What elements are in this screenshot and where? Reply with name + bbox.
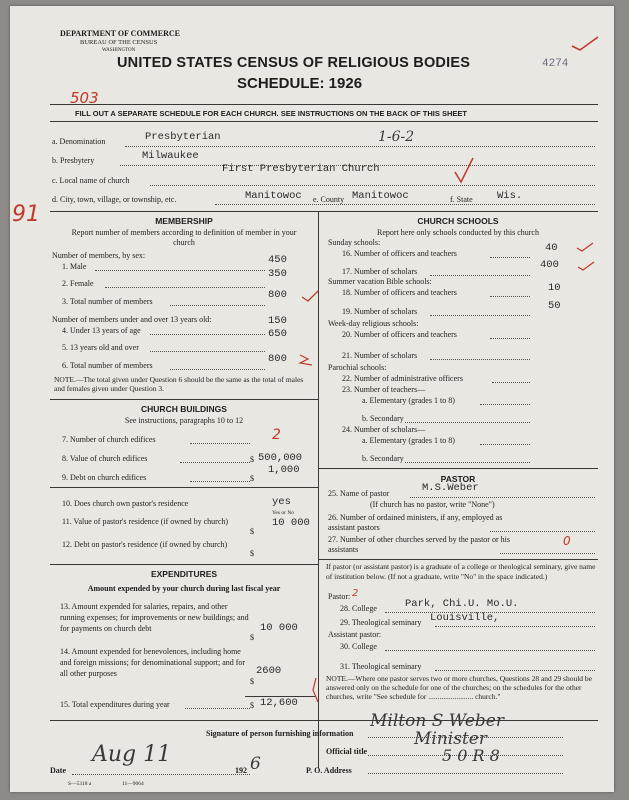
- signature-value: Milton S Weber: [370, 711, 504, 731]
- membership-intro: Report number of members according to definition of member in your church: [71, 228, 297, 247]
- members-by-age-label: Number of members under and over 13 years old:: [52, 315, 212, 324]
- q3-label: 3. Total number of members: [62, 297, 153, 306]
- presbytery-value: Milwaukee: [142, 150, 199, 162]
- q9-label: 9. Debt on church edifices: [62, 473, 147, 482]
- census-schedule-page: DEPARTMENT OF COMMERCE BUREAU OF THE CENSUS WASHINGTON UNITED STATES CENSUS OF RELIGIOUS BODIES SCHEDULE: 1926 4274 503 FILL OUT A SEPARATE SCHEDULE FOR EACH CHURCH. SEE INSTRUCTIONS ON THE BACK OF THIS SHEET a. Denomination Presbyterian 1-6-2 b. Presbytery Milwaukee c. Local name of church First Presbyterian Church d. City, town, village, or township, etc. Manitowoc e. County Manitowoc f. State Wis. 91 MEMBERSHIP Report number of members according to definition of member in your church Number of members, by sex: 1. Male 450 2. Female 350 3. Total number of members 800 Number of members under and over 13 years old: 4. Under 13 years of age 150 5. 13 years old and over 650 6. Total number of members 800 NOTE.—The total given under Question 6 should be the same as the total of males and females given under Question 3. CHURCH BUILDINGS See instructions, paragraphs 10 to 12 7. Number of church edifices 2 8. Value of church edifices $ 500,000 9. Debt on church edifices $ 1,000 10. Does church own pastor's residence yes Yes or No 11. Value of pastor's residence (if owned by church) $ 10 000 12. Debt on pastor's residence (if owned by church) $ EXPENDITURES Amount expended by your church during last fiscal year 13. Amount expended for salaries, repairs, and other running expenses; for improvements or new buildings; and for payments on church debt $ 10 000 14. Amount expended for benevolences, including home and foreign missions; for denominational support; and for all other purposes $ 2600 15. Total expenditures during year $ 12,600 CHURCH SCHOOLS Report here only schools conducted by this church Sunday schools: 16. Number of officers and teachers 40 17. Number of scholars 400 Summer vacation Bible schools: 18. Number of officers and teachers 10 19. Number of scholars 50 Week-day religious schools: 20. Number of officers and teachers 21. Number of scholars Parochial schools: 22. Number of administrative officers 23. Number of teachers— a. Elementary (grades 1 to 8) b. Secondary 24. Number of scholars— a. Elementary (grades 1 to 8) b. Secondary PASTOR 25. Name of pastor M.S.Weber (If church has no pastor, write "None") 26. Number of ordained ministers, if any, employed as assistant pastors 27. Number of other churches served by the pastor or his assistants 0 If pastor (or assistant pastor) is a graduate of a college or theological seminary, give name of institution below. (If not a graduate, write "No" in the space indicated.) Pastor: 2 28. College Park, Chi.U. Mo.U. 29. Theological seminary Louisville, Assistant pastor: 30. College 31. Theological seminary NOTE.—Where one pastor serves two or more churches, Questions 28 and 29 should be answered only on the schedule for one of the churches; on the schedules for the other churches, write "See schedule for ........................ church." Signature of person furnishing information Milton S Weber Official title Minister Date Aug 11 192 6 P. O. Address 5 0 R 8 S—5318 a 11—9064: [10, 6, 614, 792]
- county-value: Manitowoc: [352, 190, 409, 202]
- po-address-label: P. O. Address: [306, 766, 352, 775]
- final-note: NOTE.—Where one pastor serves two or more churches, Questions 28 and 29 should be answered only on the schedule for one of the churches; on the schedules for the other churches, write "See schedule for ........................ church.": [326, 674, 592, 701]
- q3-value: 800: [268, 289, 287, 301]
- bureau-name: BUREAU OF THE CENSUS: [80, 39, 158, 46]
- q12-label: 12. Debt on pastor's residence (if owned by church): [62, 540, 228, 549]
- q4-label: 4. Under 13 years of age: [62, 326, 141, 335]
- bureau-city: WASHINGTON: [102, 48, 136, 53]
- graduate-note: If pastor (or assistant pastor) is a graduate of a college or theological seminary, give name of institution below. (If not a graduate, write "No" in the space indicated.): [326, 562, 596, 581]
- q24a-label: a. Elementary (grades 1 to 8): [362, 436, 455, 445]
- q18-value: 10: [548, 282, 561, 294]
- instruction-banner: FILL OUT A SEPARATE SCHEDULE FOR EACH CHURCH. SEE INSTRUCTIONS ON THE BACK OF THIS SHEET: [75, 109, 467, 118]
- department-name: DEPARTMENT OF COMMERCE: [60, 29, 181, 38]
- check-mark-icon: [570, 34, 600, 54]
- stamp-number: 4274: [542, 58, 569, 70]
- q27-value: 0: [563, 534, 571, 548]
- denomination-value: Presbyterian: [145, 131, 221, 143]
- q30-label: 30. College: [340, 642, 377, 651]
- q8-value: 500,000: [258, 452, 303, 464]
- county-label: e. County: [313, 195, 345, 204]
- q7-value: 2: [272, 427, 281, 443]
- city-value: Manitowoc: [245, 190, 302, 202]
- pastor-subheading: Pastor:: [328, 592, 351, 601]
- q10-value: yes: [272, 496, 291, 508]
- presbytery-label: b. Presbytery: [52, 156, 95, 165]
- expenditures-heading: EXPENDITURES: [150, 569, 218, 579]
- q23a-label: a. Elementary (grades 1 to 8): [362, 396, 455, 405]
- buildings-subheading: See instructions, paragraphs 10 to 12: [124, 416, 244, 425]
- q1-value: 450: [268, 254, 287, 266]
- q8-label: 8. Value of church edifices: [62, 454, 148, 463]
- q11-value: 10 000: [272, 517, 310, 529]
- q26-label: 26. Number of ordained ministers, if any, employed as assistant pastors: [328, 513, 503, 532]
- q28-value: Park, Chi.U. Mo.U.: [405, 598, 519, 610]
- q17-label: 17. Number of scholars: [342, 267, 418, 276]
- signature-label: Signature of person furnishing information: [206, 729, 354, 738]
- po-address-value: 5 0 R 8: [442, 746, 500, 765]
- buildings-heading: CHURCH BUILDINGS: [141, 404, 227, 414]
- q19-label: 19. Number of scholars: [342, 307, 418, 316]
- check-mark-icon: [300, 289, 320, 303]
- q11-label: 11. Value of pastor's residence (if owned by church): [62, 517, 229, 526]
- q25-note: (If church has no pastor, write "None"): [370, 500, 495, 509]
- official-title-label: Official title: [326, 747, 368, 756]
- form-title: UNITED STATES CENSUS OF RELIGIOUS BODIES: [117, 55, 471, 71]
- weekday-schools-label: Week-day religious schools:: [328, 319, 419, 328]
- q9-value: 1,000: [268, 464, 300, 476]
- form-schedule-title: SCHEDULE: 1926: [237, 75, 363, 92]
- q27-label: 27. Number of other churches served by the pastor or his assistants: [328, 535, 510, 554]
- q1-label: 1. Male: [62, 262, 87, 271]
- q2-label: 2. Female: [62, 279, 94, 288]
- left-margin-mark: 91: [12, 202, 40, 227]
- q6-label: 6. Total number of members: [62, 361, 153, 370]
- q10-label: 10. Does church own pastor's residence: [62, 499, 189, 508]
- q25-label: 25. Name of pastor: [328, 489, 390, 498]
- form-number: S—5318 a: [68, 781, 92, 787]
- q2-value: 350: [268, 268, 287, 280]
- date-value: Aug 11: [92, 742, 172, 767]
- local-name-label: c. Local name of church: [52, 176, 130, 185]
- q23b-label: b. Secondary: [362, 414, 404, 423]
- membership-heading: MEMBERSHIP: [155, 216, 213, 226]
- members-by-sex-label: Number of members, by sex:: [52, 251, 146, 260]
- state-label: f. State: [450, 195, 473, 204]
- q14-value: 2600: [256, 665, 282, 677]
- yes-or-no-note: Yes or No: [272, 510, 295, 516]
- expenditures-subheading: Amount expended by your church during last fiscal year: [87, 584, 281, 593]
- q29-label: 29. Theological seminary: [340, 618, 422, 627]
- state-value: Wis.: [497, 190, 523, 202]
- print-code: 11—9064: [122, 781, 144, 787]
- q17-value: 400: [540, 259, 559, 271]
- q16-label: 16. Number of officers and teachers: [342, 249, 457, 258]
- membership-note: NOTE.—The total given under Question 6 should be the same as the total of males and females given under Question 3.: [54, 375, 304, 393]
- sunday-schools-label: Sunday schools:: [328, 238, 381, 247]
- q22-label: 22. Number of administrative officers: [342, 374, 463, 383]
- denomination-code: 1-6-2: [378, 129, 415, 145]
- schools-heading: CHURCH SCHOOLS: [417, 216, 499, 226]
- q6-value: 800: [268, 353, 287, 365]
- q16-value: 40: [545, 242, 558, 254]
- check-mark-icon: [298, 351, 318, 367]
- red-pencil-number: 503: [70, 89, 99, 107]
- denomination-label: a. Denomination: [52, 137, 106, 146]
- q13-value: 10 000: [260, 622, 298, 634]
- parochial-schools-label: Parochial schools:: [328, 363, 387, 372]
- q31-label: 31. Theological seminary: [340, 662, 422, 671]
- check-mark-icon: [453, 156, 477, 186]
- summer-schools-label: Summer vacation Bible schools:: [328, 277, 432, 286]
- q21-label: 21. Number of scholars: [342, 351, 418, 360]
- date-label: Date: [50, 766, 66, 775]
- q25-value: M.S.Weber: [422, 482, 479, 494]
- city-label: d. City, town, village, or township, etc.: [52, 195, 177, 204]
- q19-value: 50: [548, 300, 561, 312]
- q5-label: 5. 13 years old and over: [62, 343, 139, 352]
- check-mark-icon: [310, 676, 322, 706]
- q24b-label: b. Secondary: [362, 454, 404, 463]
- date-year-written: 6: [250, 754, 261, 774]
- schools-intro: Report here only schools conducted by this church: [377, 228, 539, 237]
- q20-label: 20. Number of officers and teachers: [342, 330, 457, 339]
- date-year-printed: 192: [235, 766, 247, 775]
- q4-value: 150: [268, 315, 287, 327]
- q18-label: 18. Number of officers and teachers: [342, 288, 457, 297]
- local-name-value: First Presbyterian Church: [222, 163, 380, 175]
- q23-label: 23. Number of teachers—: [342, 385, 426, 394]
- q5-value: 650: [268, 328, 287, 340]
- q7-label: 7. Number of church edifices: [62, 435, 156, 444]
- q29-value: Louisville,: [430, 612, 500, 624]
- q15-value: 12,600: [260, 697, 298, 709]
- check-mark-icon: [575, 241, 595, 253]
- assistant-pastor-subheading: Assistant pastor:: [328, 630, 382, 639]
- q14-label: 14. Amount expended for benevolences, including home and foreign missions; for denominational support; and for all other purposes: [60, 647, 246, 678]
- q15-label: 15. Total expenditures during year: [60, 700, 170, 709]
- pastor-heading: PASTOR: [440, 474, 476, 484]
- check-mark-icon: [576, 260, 596, 272]
- official-title-value: Minister: [414, 729, 487, 749]
- q24-label: 24. Number of scholars—: [342, 425, 426, 434]
- q13-label: 13. Amount expended for salaries, repairs, and other running expenses; for improvements or new buildings; and for payments on church debt: [60, 602, 249, 633]
- q28-label: 28. College: [340, 604, 377, 613]
